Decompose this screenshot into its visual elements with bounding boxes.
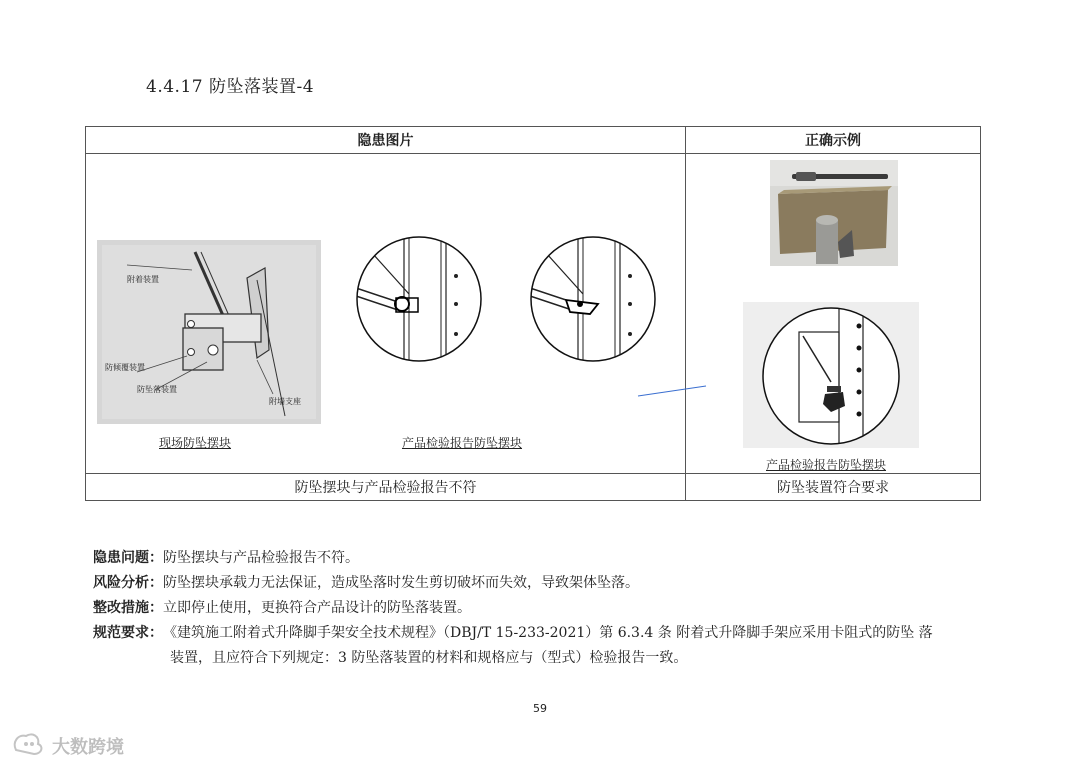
caption-report-pawl-correct: 产品检验报告防坠摆块	[766, 458, 887, 472]
note-rectification	[93, 596, 993, 621]
site-diagram-photo	[97, 240, 321, 424]
note-text: 立即停止使用，更换符合产品设计的防坠落装置。	[163, 600, 471, 616]
label-attach-device: 附着装置	[127, 275, 159, 284]
note-hazard	[93, 546, 993, 571]
label-anti-tilt: 防倾覆装置	[105, 363, 145, 372]
notes-section	[93, 546, 993, 671]
footer-hazard: 防坠摆块与产品检验报告不符	[86, 474, 686, 501]
report-detail-circle-2	[518, 234, 708, 399]
comparison-table	[85, 126, 981, 501]
note-label: 整改措施：	[93, 600, 163, 616]
label-wall-support: 附墙支座	[269, 397, 301, 406]
note-label: 隐患问题：	[93, 550, 163, 566]
label-anti-fall: 防坠落装置	[137, 385, 177, 394]
note-text: 《建筑施工附着式升降脚手架安全技术规程》（DBJ/T 15-233-2021）第 6.3.4 条 附着式升降脚手架应采用卡阻式的防坠 落	[163, 625, 933, 641]
correct-pawl-photo	[770, 160, 898, 266]
note-label: 风险分析：	[93, 575, 163, 591]
watermark-text: 大数跨境	[52, 737, 124, 758]
report-detail-circle-1	[344, 234, 494, 364]
note-label: 规范要求：	[93, 625, 163, 641]
header-hazard-images: 隐患图片	[86, 127, 686, 154]
section-title: 4.4.17 防坠落装置-4	[146, 77, 315, 97]
note-standard	[93, 621, 993, 646]
caption-site-pawl: 现场防坠摆块	[159, 436, 232, 450]
caption-report-pawl: 产品检验报告防坠摆块	[402, 436, 523, 450]
footer-correct: 防坠装置符合要求	[686, 474, 981, 501]
note-text: 防坠摆块与产品检验报告不符。	[163, 550, 359, 566]
note-risk	[93, 571, 993, 596]
header-correct-example: 正确示例	[686, 127, 981, 154]
hazard-images-cell	[86, 154, 686, 474]
correct-report-circle	[743, 302, 919, 448]
note-text: 防坠摆块承载力无法保证，造成坠落时发生剪切破坏而失效，导致架体坠落。	[163, 575, 639, 591]
note-standard-continued: 装置，且应符合下列规定：3 防坠落装置的材料和规格应与（型式）检验报告一致。	[170, 650, 688, 666]
correct-example-cell	[686, 154, 981, 474]
page-number: 59	[533, 702, 547, 715]
